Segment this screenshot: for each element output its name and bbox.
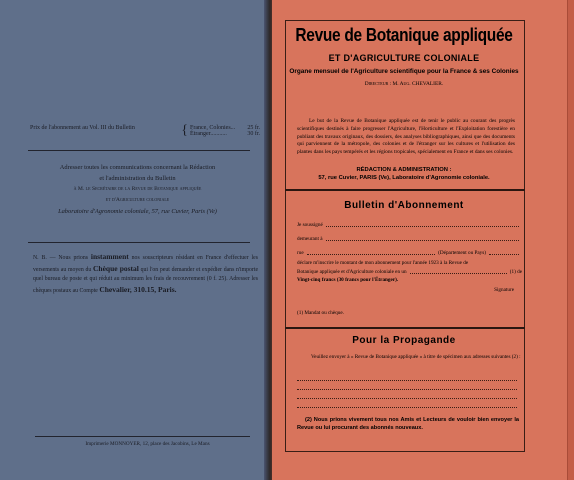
journal-description: Le but de la Revue de Botanique appliquée est de tenir le public au courant des progrès scientifiques destinés à faire progresser l'Agriculture, l'Horticulture et l'Exploitation forestière en publiant des travaux originaux, des dossiers, des analyses bibliographiques, ainsi que des documents qui parviennent de la métropole, des colonies et de l'étranger sur les cultures et l'utilisation des plantes dans les pays tempérés et les régions tropicales, spécialement en France et dans ses colonies. bbox=[297, 118, 515, 156]
subscription-price-line bbox=[30, 125, 260, 137]
divider bbox=[28, 150, 250, 151]
subscription-rates bbox=[190, 125, 260, 137]
left-page bbox=[0, 0, 268, 480]
propagande-address-line[interactable] bbox=[297, 406, 517, 408]
journal-director: Directeur : M. Aug. CHEVALIER. bbox=[364, 81, 444, 87]
bulletin-heading: Bulletin d'Abonnement bbox=[344, 200, 464, 211]
divider bbox=[35, 436, 250, 437]
redaction-heading: RÉDACTION & ADMINISTRATION : bbox=[356, 167, 452, 173]
propagande-heading: Pour la Propagande bbox=[352, 335, 456, 346]
payment-field[interactable] bbox=[297, 267, 522, 275]
section-rule bbox=[285, 189, 525, 191]
nb-emphasis: instamment bbox=[90, 252, 129, 261]
name-label: Je soussigné bbox=[297, 222, 323, 228]
street-label: rue bbox=[297, 250, 304, 256]
page-edge bbox=[567, 0, 574, 480]
street-line[interactable] bbox=[307, 254, 436, 255]
name-field[interactable] bbox=[297, 220, 522, 228]
street-field[interactable] bbox=[297, 248, 522, 256]
nota-bene-paragraph bbox=[33, 252, 258, 296]
address-laboratory: Laboratoire d'Agronomie coloniale, 57, rue Cuvier, Paris (Ve) bbox=[58, 208, 217, 215]
nb-text: Adresser les chèques postaux au Compte bbox=[33, 276, 258, 294]
signature-label[interactable]: Signature bbox=[494, 287, 514, 293]
nb-cheque-postal: Chèque postal bbox=[92, 263, 139, 273]
propagande-text: Veuillez envoyer à « Revue de Botanique appliquée » à titre de spécimen aux adresses suivantes (2) : bbox=[311, 354, 521, 360]
section-rule bbox=[285, 327, 525, 329]
divider bbox=[28, 242, 250, 243]
redaction-address bbox=[282, 166, 526, 182]
propagande-address-line[interactable] bbox=[297, 379, 517, 381]
redaction-location: 57, rue Cuvier, PARIS (Ve), Laboratoire d'Agronomie coloniale. bbox=[318, 175, 490, 181]
declaration-line-2-end: (1) de bbox=[509, 269, 522, 275]
nb-text: N. B. — Nous prions bbox=[33, 255, 88, 261]
address-field[interactable] bbox=[297, 234, 522, 242]
rate-france-price: 25 fr. bbox=[247, 125, 260, 131]
journal-organ-line: Organe mensuel de l'Agriculture scientifique pour la France & ses Colonies bbox=[289, 68, 519, 75]
journal-title: Revue de Botanique appliquée bbox=[295, 25, 513, 46]
address-block bbox=[25, 162, 250, 217]
propagande-address-line[interactable] bbox=[297, 397, 517, 399]
address-label: demeurant à bbox=[297, 236, 323, 242]
address-to-line-2: et d'Agriculture coloniale bbox=[105, 197, 170, 203]
payment-line[interactable] bbox=[410, 273, 507, 274]
address-intro-line-2: et l'administration du Bulletin bbox=[99, 175, 176, 182]
address-line[interactable] bbox=[326, 240, 520, 241]
journal-subtitle: ET D'AGRICULTURE COLONIALE bbox=[328, 53, 480, 63]
nb-text: nos souscripteurs résidant en France d'effectuer les versements au moyen du bbox=[33, 255, 258, 273]
declaration-line-3: Vingt-cinq francs (30 francs pour l'Étranger). bbox=[297, 277, 399, 283]
declaration-line-2: Botanique appliquée et d'Agriculture coloniale en un bbox=[297, 269, 407, 275]
name-line[interactable] bbox=[326, 226, 519, 227]
dept-label: (Département ou Pays) bbox=[438, 250, 486, 256]
brace-glyph: { bbox=[181, 123, 188, 138]
rate-foreign-label: Étranger........... bbox=[190, 131, 227, 137]
form-footnote: (1) Mandat ou chèque. bbox=[297, 310, 344, 316]
nb-account: Chevalier, 310.15, Paris. bbox=[99, 284, 177, 294]
printer-imprint: Imprimerie MONNOYER, 12, place des Jacobins, Le Mans bbox=[85, 441, 210, 447]
subscription-label: Prix de l'abonnement au Vol. III du Bulletin bbox=[30, 125, 135, 131]
nb-text: qui l'on peut demander et expédier dans n'importe quel bureau de poste et qui réduit au minimum les frais de recouvrement (0 f. 25). bbox=[33, 266, 259, 282]
address-to-line-1: à M. le Secrétaire de la Revue de Botanique appliquée bbox=[73, 186, 202, 192]
rate-foreign-price: 30 fr. bbox=[247, 131, 260, 137]
propagande-address-line[interactable] bbox=[297, 388, 517, 390]
rate-france-label: France, Colonies... bbox=[190, 125, 236, 131]
declaration-line-1: déclare m'inscrire le montant de mon abonnement pour l'année 1923 à la Revue de bbox=[297, 260, 469, 266]
dept-line[interactable] bbox=[489, 254, 519, 255]
closing-note: (2) Nous prions vivement tous nos Amis et Lecteurs de vouloir bien envoyer la Revue ou lui procurant des abonnés nouveaux. bbox=[297, 417, 519, 431]
address-intro-line-1: Adresser toutes les communications concernant la Rédaction bbox=[59, 164, 216, 171]
